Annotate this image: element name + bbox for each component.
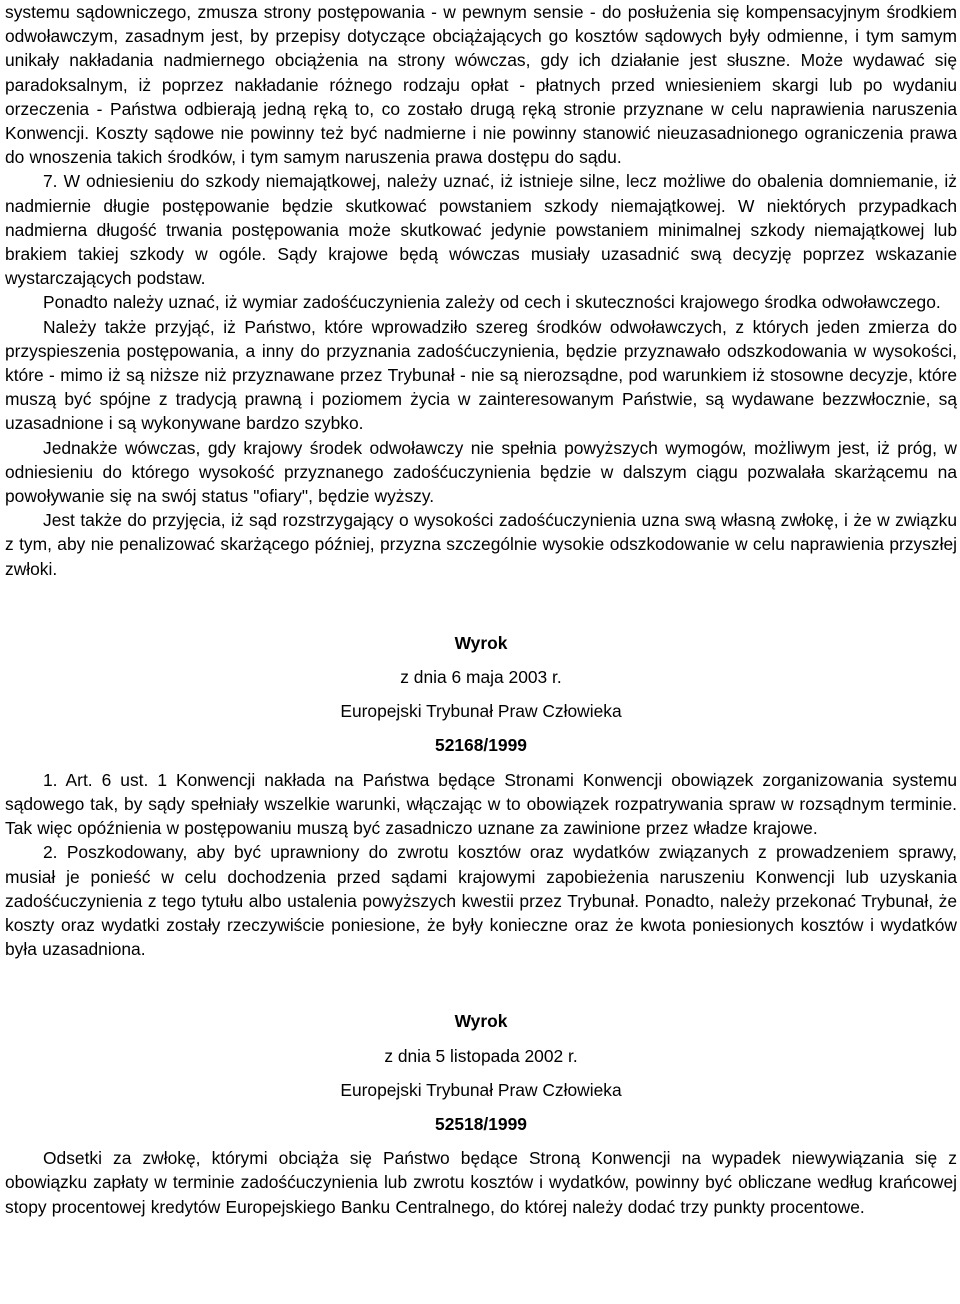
judgment-date: z dnia 5 listopada 2002 r. <box>384 1045 578 1066</box>
spacer <box>5 961 957 1009</box>
judgment-case-number: 52168/1999 <box>435 735 527 756</box>
judgment-title: Wyrok <box>454 632 508 653</box>
judgment1-paragraph-2: 2. Poszkodowany, aby być uprawniony do zwrotu kosztów oraz wydatków związanych z prowadzeniem sprawy, musiał je ponieść w celu dochodzenia przed sądami krajowymi zapobieżenia naruszeniu Konwencji lub uzyskania zadośćuczynienia z tego tytułu albo ustalenia powyższych kwestii przez Trybunał. Ponadto, należy przekonać Trybunał, że koszty oraz wydatki zostały rzeczywiście poniesione, że były konieczne oraz że kwota poniesionych kosztów i wydatków była uzasadniona. <box>5 842 957 960</box>
spacer <box>5 581 957 631</box>
document-page <box>5 0 957 1219</box>
judgment-date: z dnia 6 maja 2003 r. <box>400 667 562 688</box>
judgment1-paragraph-1: 1. Art. 6 ust. 1 Konwencji nakłada na Państwa będące Stronami Konwencji obowiązek zorganizowania systemu sądowego tak, by sądy spełniały wszelkie warunki, włączając w to obowiązek rozpatrywania spraw w rozsądnym terminie. Tak więc opóźnienia w postępowaniu muszą być zasadniczo uznane za zawinione przez władze krajowe. <box>5 769 957 839</box>
paragraph-jednakze: Jednakże wówczas, gdy krajowy środek odwoławczy nie spełnia powyższych wymogów, możliwym jest, iż próg, w odniesieniu do którego wysokość przyznanego zadośćuczynienia będzie w dalszym ciągu pozwalała skarżącemu na powoływanie się na swój status "ofiary", będzie wyższy. <box>5 437 957 507</box>
judgment-heading-1 <box>5 631 957 768</box>
judgment-title: Wyrok <box>454 1011 508 1032</box>
judgment-case-number: 52518/1999 <box>435 1113 527 1134</box>
judgment-court: Europejski Trybunał Praw Człowieka <box>340 1079 622 1100</box>
judgment-court: Europejski Trybunał Praw Człowieka <box>340 701 622 722</box>
paragraph-jest: Jest także do przyjęcia, iż sąd rozstrzygający o wysokości zadośćuczynienia uzna swą własną zwłokę, i że w związku z tym, aby nie penalizować skarżącego później, przyzna szczególnie wysokie odszkodowanie w celu naprawienia przyszłej zwłoki. <box>5 510 957 579</box>
judgment-heading-2 <box>5 1009 957 1146</box>
paragraph-nalezy: Należy także przyjąć, iż Państwo, które wprowadziło szereg środków odwoławczych, z których jeden zmierza do przyspieszenia postępowania, a inny do przyznania zadośćuczynienia, będzie przyznawało odszkodowania w wysokości, które - mimo iż są niższe niż przyznawane przez Trybunał - nie są nierozsądne, pod warunkiem iż stosowne decyzje, które muszą być spójne z tradycją prawną i poziomem życia w zainteresowanym Państwie, są wydawane bezzwłocznie, są uzasadnione i są wykonywane bardzo szybko. <box>5 316 957 434</box>
paragraph-ponadto: Ponadto należy uznać, iż wymiar zadośćuczynienia zależy od cech i skuteczności krajowego środka odwoławczego. <box>43 292 941 313</box>
judgment2-paragraph-1: Odsetki za zwłokę, którymi obciąża się Państwo będące Stroną Konwencji na wypadek niewywiązania się z obowiązku zapłaty w terminie zadośćuczynienia lub zwrotu kosztów i wydatków, powinny być obliczane według krańcowej stopy procentowej kredytów Europejskiego Banku Centralnego, do której należy dodać trzy punkty procentowe. <box>5 1148 957 1217</box>
paragraph-7: 7. W odniesieniu do szkody niemajątkowej, należy uznać, iż istnieje silne, lecz możliwe do obalenia domniemanie, iż nadmiernie długie postępowanie będzie skutkować powstaniem szkody niemajątkowej. W niektórych przypadkach nadmierna długość trwania postępowania może skutkować jedynie powstaniem minimalnej szkody niemajątkowej lub brakiem takiej szkody w ogóle. Sądy krajowe będą wówczas musiały uzasadnić swą decyzję poprzez wskazanie wystarczających podstaw. <box>5 171 957 289</box>
paragraph-intro: systemu sądowniczego, zmusza strony postępowania - w pewnym sensie - do posłużenia się kompensacyjnym środkiem odwoławczym, zasadnym jest, by przepisy dotyczące obciążających go kosztów sądowych były odmienne, i tym samym unikały nakładania nadmiernego obciążenia na strony wówczas, gdy ich działanie jest słuszne. Może wydawać się paradoksalnym, iż poprzez nakładanie różnego rodzaju opłat - płatnych przed wniesieniem skargi lub po wydaniu orzeczenia - Państwa odbierają jedną ręką to, co zostało drugą ręką stronie przyznane w celu naprawienia naruszenia Konwencji. Koszty sądowe nie powinny też być nadmierne i nie powinny stanowić nieuzasadnionego ograniczenia prawa do wnoszenia takich środków, i tym samym naruszenia prawa dostępu do sądu. <box>5 2 957 168</box>
